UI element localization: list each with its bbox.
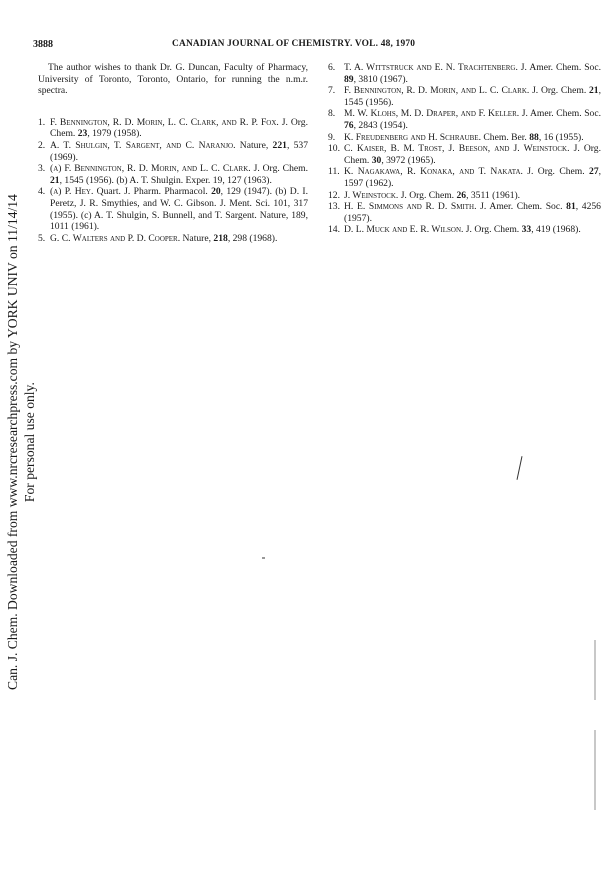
reference-list-left [38,117,308,245]
reference-journal: J. Org. Chem. [529,85,589,97]
reference-number: 5. [38,232,46,244]
reference-authors: F. Bennington, R. D. Morin, L. C. Clark, and R. P. Fox. [50,116,279,128]
reference-list-right [328,62,601,236]
reference-item [38,186,308,232]
reference-volume: 221 [272,139,287,151]
reference-item [38,117,308,140]
reference-volume: 218 [213,232,228,244]
reference-authors: A. T. Shulgin, T. Sargent, and C. Naranjo. [50,139,236,151]
reference-item [328,190,601,202]
acknowledgement: The author wishes to thank Dr. G. Duncan, Faculty of Pharmacy, University of Toronto, Toronto, Ontario, for running the n.m.r. spectra. [38,62,308,97]
reference-volume: 21 [50,174,60,186]
watermark-line-2: For personal use only. [22,382,37,503]
reference-volume: 33 [521,224,532,236]
reference-pages: , 1979 (1958). [87,128,142,140]
reference-number: 6. [328,62,336,73]
reference-authors: M. W. Klohs, M. D. Draper, and F. Keller. [344,108,520,120]
reference-number: 3. [38,163,46,175]
reference-volume: 26 [456,189,467,201]
reference-pages: , 1545 (1956). [344,85,601,108]
reference-item [328,143,601,166]
download-watermark [4,194,38,690]
reference-number: 11. [328,166,340,178]
reference-number: 10. [328,143,340,155]
reference-number: 12. [328,189,340,201]
reference-item [38,163,308,186]
reference-volume: 21 [589,85,599,97]
reference-authors: T. A. Wittstruck and E. N. Trachtenberg. [344,62,518,73]
pen-mark [517,456,523,480]
scan-edge-artifact [594,730,596,810]
reference-item [328,224,601,236]
reference-pages: , 1545 (1956). (b) A. T. Shulgin. Exper. 19, 127 (1963). [59,174,272,186]
reference-pages: , 419 (1968). [531,224,581,236]
reference-pages: , 1597 (1962). [344,166,602,189]
reference-number: 9. [328,131,336,143]
reference-journal: J. Amer. Chem. Soc. [517,62,601,73]
reference-pages: , 3511 (1961). [466,189,521,201]
reference-pages: , 537 (1969). [50,139,308,163]
reference-journal: J. Org. Chem. [250,163,308,175]
reference-volume: 27 [589,166,599,178]
reference-journal: J. Org. Chem. [463,224,522,236]
reference-item [328,132,601,144]
reference-pages: , 2843 (1954). [353,119,408,131]
reference-journal: J. Org. Chem. [344,143,601,166]
reference-pages: , 16 (1955). [538,131,584,143]
reference-authors: G. C. Walters and P. D. Cooper. [50,232,181,244]
reference-volume: 20 [211,186,221,198]
reference-authors: (a) F. Bennington, R. D. Morin, and L. C. Clark. [50,163,251,175]
right-column [328,62,601,236]
reference-journal: Chem. Ber. [481,131,530,143]
reference-item [38,233,308,245]
reference-volume: 81 [566,201,576,213]
reference-authors: F. Bennington, R. D. Morin, and L. C. Clark. [344,85,530,97]
reference-pages: , 129 (1947). (b) D. I. Peretz, J. R. Smythies, and W. C. Gibson. J. Ment. Sci. 101, 317 (1955). (c) A. T. Shulgin, S. Bunnell, and T. Sargent. Nature, 189, 1011 (1961). [50,186,308,233]
reference-authors: C. Kaiser, B. M. Trost, J. Beeson, and J. Weinstock. [344,143,570,155]
left-column [38,62,308,244]
reference-item [38,140,308,163]
reference-number: 4. [38,186,46,198]
reference-item [328,62,601,85]
reference-volume: 30 [371,154,382,166]
reference-pages: , 298 (1968). [227,232,278,244]
reference-number: 8. [328,108,336,120]
page-number: 3888 [33,39,53,50]
watermark-line-1: Can. J. Chem. Downloaded from www.nrcresearchpress.com by YORK UNIV on 11/14/14 [5,194,20,690]
reference-authors: D. L. Muck and E. R. Wilson. [344,224,464,236]
reference-journal: Quart. J. Pharm. Pharmacol. [93,186,212,198]
reference-journal: J. Org. Chem. [50,116,308,140]
reference-pages: , 3972 (1965). [381,154,436,166]
reference-journal: Nature, [180,232,214,244]
reference-pages: , 4256 (1957). [344,201,601,224]
reference-journal: J. Amer. Chem. Soc. [476,201,567,213]
reference-volume: 88 [529,131,539,143]
reference-number: 14. [328,224,340,236]
reference-authors: J. Weinstock. [344,189,399,201]
reference-item [328,108,601,131]
reference-volume: 89 [344,73,354,85]
reference-number: 1. [38,116,46,128]
reference-journal: J. Org. Chem. [522,166,590,178]
reference-authors: H. E. Simmons and R. D. Smith. [344,201,477,213]
reference-authors: K. Nagakawa, R. Konaka, and T. Nakata. [344,166,523,178]
running-head: CANADIAN JOURNAL OF CHEMISTRY. VOL. 48, 1970 [172,39,416,49]
reference-journal: J. Amer. Chem. Soc. [519,108,601,120]
reference-item [328,166,601,189]
reference-item [328,201,601,224]
reference-authors: K. Freudenberg and H. Schraube. [344,131,481,143]
reference-authors: (a) P. Hey. [50,186,94,198]
scan-speck [262,557,265,559]
reference-number: 2. [38,139,46,151]
reference-number: 7. [328,85,336,97]
scan-edge-artifact [594,640,596,700]
reference-journal: J. Org. Chem. [398,189,457,201]
reference-number: 13. [328,201,340,213]
reference-journal: Nature, [235,139,273,151]
reference-item [328,85,601,108]
reference-volume: 76 [344,119,354,131]
reference-volume: 23 [77,128,88,140]
reference-pages: , 3810 (1967). [353,73,408,85]
